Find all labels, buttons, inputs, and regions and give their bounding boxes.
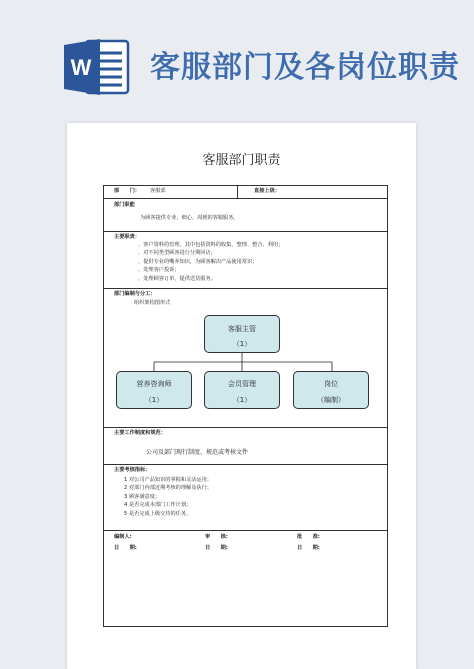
responsibility-item: 、对不同类型顾客进行分期回访； [138,250,216,257]
org-node-count: （编制） [317,396,345,404]
org-node-count: （1） [232,340,252,348]
dept-value: 客服部 [150,188,166,194]
org-node-nutrition-consultant [116,371,192,409]
approved-by-label: 批 准: [297,534,320,540]
svg-text:W: W [70,55,92,80]
org-node-title: 会员管理 [228,380,256,388]
kpi-list [124,478,212,520]
document-page [67,123,416,669]
org-node-title: 岗位 [324,380,338,388]
system-text: 公司及部门现行制度、规范或考核文件 [146,449,249,456]
responsibility-table [103,185,388,627]
prepared-date-label: 日 期: [114,545,137,551]
org-node-count: （1） [144,396,164,404]
responsibility-item: 、客户资料的管理，其中包括资料的收集、整理、整合、利用； [138,242,284,248]
responsibility-item: 、处理客户投诉； [138,267,180,274]
org-node-supervisor [204,315,280,353]
responsibility-item: 、处理顾客订单，提供送货服务。 [138,275,216,282]
document-title: 客服部门职责 [202,153,281,168]
kpi-heading: 主要考核指标： [114,467,151,473]
banner [0,0,474,122]
responsibilities-heading: 主要职责： [114,234,140,240]
kpi-item: 3 顾客满意度； [124,493,161,500]
word-logo-icon [62,37,130,97]
org-node-title: 客服主管 [228,325,256,333]
duties-text: 为顾客提供专业、细心、周到的客服服务。 [140,215,239,221]
prepared-by-label: 编制人: [114,534,132,540]
row-divider [104,427,387,428]
org-node-position [293,371,369,409]
banner-title: 客服部门及各岗位职责 [150,50,460,85]
kpi-item: 2 对部门内部近期考核的理解及执行； [124,485,212,492]
row-divider [104,464,387,465]
duties-heading: 部门职能 [114,202,135,208]
org-node-member-management [204,371,280,409]
reviewed-by-label: 审 核: [205,534,228,540]
approved-date-label: 日 期: [297,545,320,551]
org-node-title: 营养咨询师 [136,380,172,388]
kpi-item: 5 是否完成上级交待的任务。 [124,510,192,517]
org-node-count: （1） [232,396,252,404]
system-heading: 主要工作制度和规范： [114,430,166,436]
reviewed-date-label: 日 期: [205,545,228,551]
row-divider [104,530,387,531]
org-subheading: 组织架构图形式 [134,300,171,306]
kpi-item: 4 是否完成本部门工作计划； [124,502,192,509]
dept-label: 部 门： [114,188,140,194]
kpi-item: 1 对公司产品知识的掌握和灵活运用； [124,477,212,483]
org-heading: 部门编制与分工： [114,291,156,297]
responsibility-item: 、提供专业的嘴养知识，为顾客解决产品使用常识； [138,258,258,265]
superior-label: 直接上级： [254,188,280,194]
